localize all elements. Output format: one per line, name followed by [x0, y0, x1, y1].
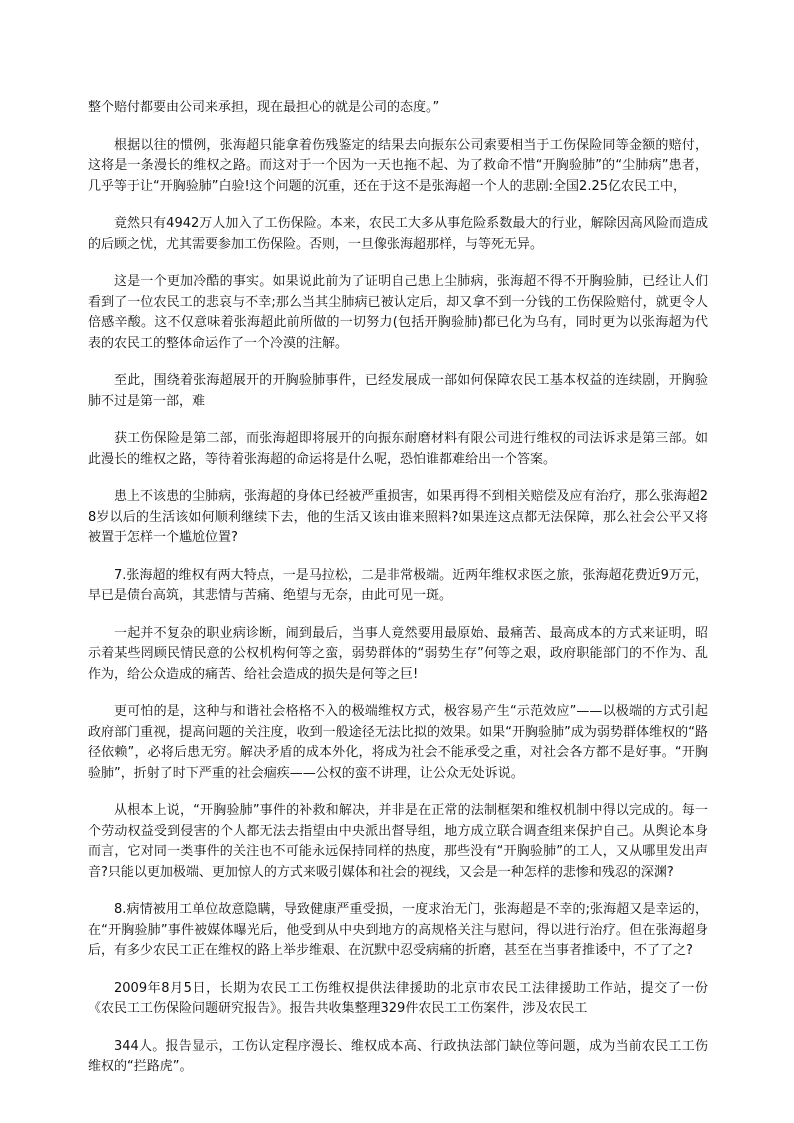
paragraph-9: 一起并不复杂的职业病诊断，闹到最后，当事人竟然要用最原始、最痛苦、最高成本的方式来证明，昭示着某些罔顾民情民意的公权机构何等之蛮，弱势群体的“弱势生存”何等之艰，政府职能部门的不作为、乱作为，给公众造成的痛苦、给社会造成的损失是何等之巨!: [88, 625, 708, 682]
paragraph-12: 8.病情被用工单位故意隐瞒，导致健康严重受损，一度求治无门，张海超是不幸的;张海超又是幸运的，在“开胸验肺”事件被媒体曝光后，他受到从中央到地方的高规格关注与慰问，得以进行治疗。但在张海超身后，有多少农民工正在维权的路上举步维艰、在沉默中忍受病痛的折磨，甚至在当事者推诿中，不了了之?: [88, 902, 708, 958]
paragraph-5: 至此，围绕着张海超展开的开胸验肺事件，已经发展成一部如何保障农民工基本权益的连续剧，开胸验肺不过是第一部，难: [88, 373, 708, 409]
paragraph-4: 这是一个更加冷酷的事实。如果说此前为了证明自己患上尘肺病，张海超不得不开胸验肺，已经让人们看到了一位农民工的悲哀与不幸;那么当其尘肺病已被认定后，却又拿不到一分钱的工伤保险赔付，就更令人倍感辛酸。这不仅意味着张海超此前所做的一切努力(包括开胸验肺)都已化为乌有，同时更为以张海超为代表的农民工的整体命运作了一个冷漠的注解。: [88, 274, 708, 351]
paragraph-6: 获工伤保险是第二部，而张海超即将展开的向振东耐磨材料有限公司进行维权的司法诉求是第三部。如此漫长的维权之路，等待着张海超的命运将是什么呢，恐怕谁都难给出一个答案。: [88, 431, 708, 467]
paragraph-11: 从根本上说，“开胸验肺”事件的补救和解决，并非是在正常的法制框架和维权机制中得以完成的。每一个劳动权益受到侵害的个人都无法去指望由中央派出督导组，地方成立联合调查组来保护自己。从舆论本身而言，它对同一类事件的关注也不可能永远保持同样的热度，那些没有“开胸验肺”的工人，又从哪里发出声音?只能以更加极端、更加惊人的方式来吸引媒体和社会的视线，又会是一种怎样的悲惨和残忍的深渊?: [88, 803, 708, 880]
paragraph-2: 根据以往的惯例，张海超只能拿着伤残鉴定的结果去向振东公司索要相当于工伤保险同等金额的赔付，这将是一条漫长的维权之路。而这对于一个因为一天也拖不起、为了救命不惜“开胸验肺”的“尘肺病”患者，几乎等于让“开胸验肺”白验!这个问题的沉重，还在于这不是张海超一个人的悲剧:全国2.25亿农民工中，: [88, 137, 708, 194]
paragraph-8: 7.张海超的维权有两大特点，一是马拉松，二是非常极端。近两年维权求医之旅，张海超花费近9万元，早已是债台高筑，其悲情与苦痛、绝望与无奈，由此可见一斑。: [88, 567, 708, 603]
paragraph-3: 竟然只有4942万人加入了工伤保险。本来，农民工大多从事危险系数最大的行业，解除因高风险而造成的后顾之忧，尤其需要参加工伤保险。否则，一旦像张海超那样，与等死无异。: [88, 216, 708, 252]
paragraph-1: 整个赔付都要由公司来承担，现在最担心的就是公司的态度。”: [88, 100, 440, 115]
paragraph-14: 344人。报告显示，工伤认定程序漫长、维权成本高、行政执法部门缺位等问题，成为当前农民工工伤维权的“拦路虎”。: [88, 1038, 708, 1074]
paragraph-7: 患上不该患的尘肺病，张海超的身体已经被严重损害，如果再得不到相关赔偿及应有治疗，那么张海超28岁以后的生活该如何顺利继续下去，他的生活又该由谁来照料?如果连这点都无法保障，那么社会公平又将被置于怎样一个尴尬位置?: [88, 489, 708, 545]
paragraph-13: 2009年8月5日，长期为农民工工伤维权提供法律援助的北京市农民工法律援助工作站，提交了一份《农民工工伤保险问题研究报告》。报告共收集整理329件农民工工伤案件，涉及农民工: [88, 980, 708, 1016]
document-page: [88, 98, 708, 1095]
paragraph-10: 更可怕的是，这种与和谐社会格格不入的极端维权方式，极容易产生“示范效应”——以极端的方式引起政府部门重视，提高问题的关注度，收到一般途径无法比拟的效果。如果“开胸验肺”成为弱势群体维权的“路径依赖”，必将后患无穷。解决矛盾的成本外化，将成为社会不能承受之重，对社会各方都不是好事。“开胸验肺”，折射了时下严重的社会痼疾——公权的蛮不讲理，让公众无处诉说。: [88, 704, 708, 781]
